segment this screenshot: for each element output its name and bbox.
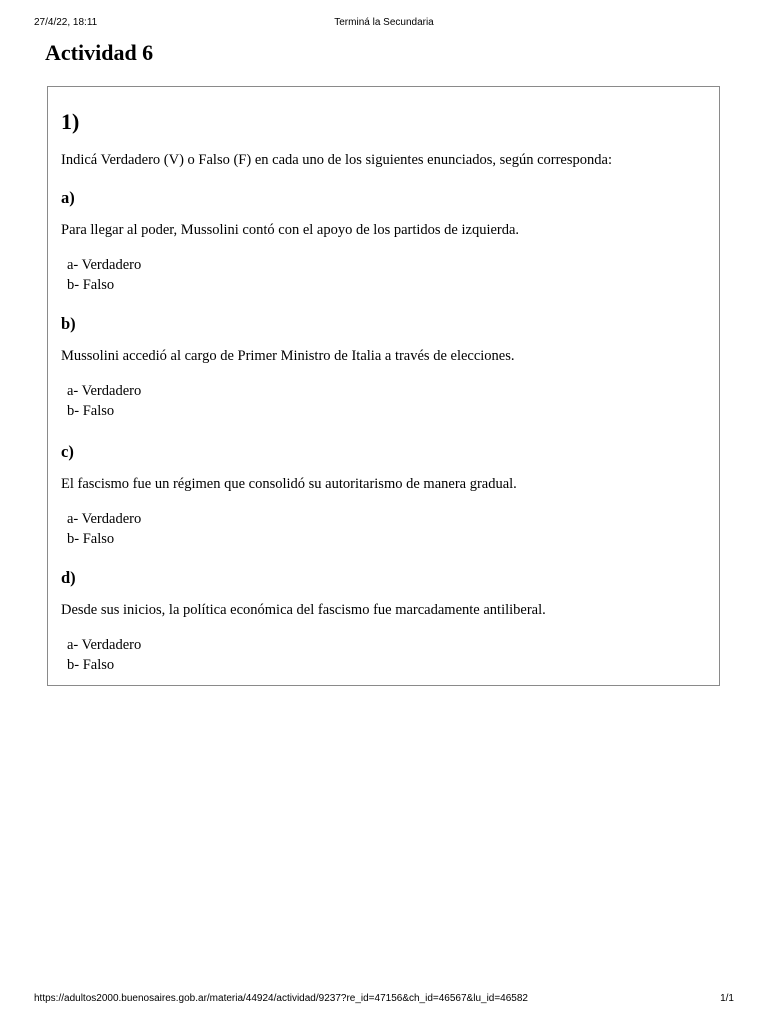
item-d xyxy=(61,567,706,675)
print-footer xyxy=(34,993,734,1007)
option-false[interactable]: b- Falso xyxy=(67,531,115,547)
item-label: b) xyxy=(61,314,76,333)
option-true[interactable]: a- Verdadero xyxy=(67,257,142,273)
option-list xyxy=(67,255,706,295)
print-datetime: 27/4/22, 18:11 xyxy=(34,17,98,28)
option-list xyxy=(67,381,706,421)
item-statement: Para llegar al poder, Mussolini contó con el apoyo de los partidos de izquierda. xyxy=(61,222,520,238)
print-url: https://adultos2000.buenosaires.gob.ar/materia/44924/actividad/9237?re_id=47156&ch_id=46567&lu_id=46582 xyxy=(34,993,528,1004)
item-c xyxy=(61,441,706,549)
item-label: c) xyxy=(61,442,74,461)
page-title: Actividad 6 xyxy=(45,40,154,65)
item-a xyxy=(61,187,706,295)
item-statement: El fascismo fue un régimen que consolidó su autoritarismo de manera gradual. xyxy=(61,476,517,492)
item-statement: Desde sus inicios, la política económica del fascismo fue marcadamente antiliberal. xyxy=(61,602,546,618)
page-number: 1/1 xyxy=(720,993,734,1004)
option-false[interactable]: b- Falso xyxy=(67,277,115,293)
option-false[interactable]: b- Falso xyxy=(67,657,115,673)
option-true[interactable]: a- Verdadero xyxy=(67,383,142,399)
item-b xyxy=(61,313,706,421)
option-false[interactable]: b- Falso xyxy=(67,403,115,419)
option-true[interactable]: a- Verdadero xyxy=(67,637,142,653)
question-box xyxy=(47,86,720,686)
option-list xyxy=(67,635,706,675)
item-statement: Mussolini accedió al cargo de Primer Ministro de Italia a través de elecciones. xyxy=(61,348,515,364)
question-instruction: Indicá Verdadero (V) o Falso (F) en cada uno de los siguientes enunciados, según corresponda: xyxy=(61,152,612,168)
option-list xyxy=(67,509,706,549)
item-label: a) xyxy=(61,188,75,207)
item-label: d) xyxy=(61,568,76,587)
print-site-title: Terminá la Secundaria xyxy=(334,17,434,28)
print-header xyxy=(34,17,734,31)
question-number: 1) xyxy=(61,109,80,134)
option-true[interactable]: a- Verdadero xyxy=(67,511,142,527)
